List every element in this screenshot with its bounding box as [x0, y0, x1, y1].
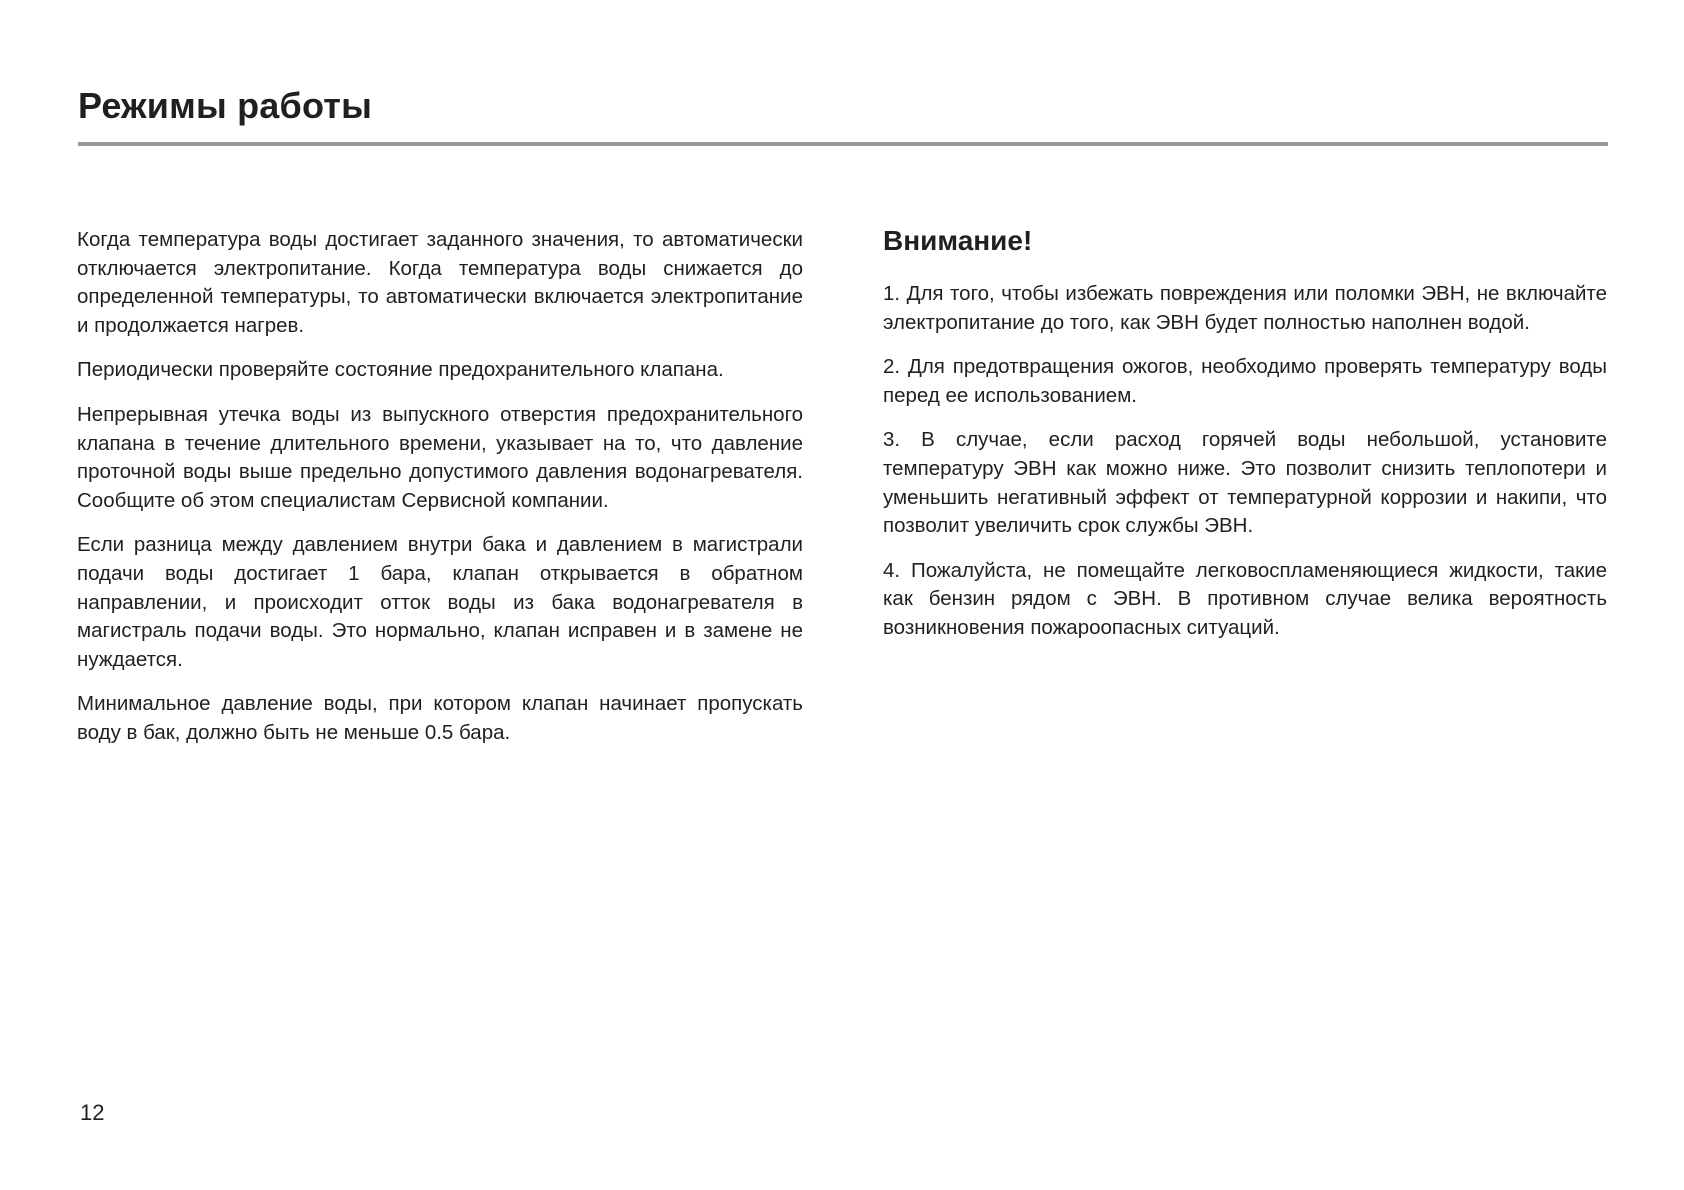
warning-item-4: 4. Пожалуйста, не помещайте легковоспламеняющиеся жидкости, такие как бензин рядом с ЭВН. В противном случае велика вероятность возникновения пожароопасных ситуаций. [883, 558, 1607, 639]
paragraph-valve-leak: Непрерывная утечка воды из выпускного отверстия предохранительного клапана в течение длительного времени, указывает на то, что давление проточной воды выше предельно допустимого давления водонагревателя. Сообщите об этом специалистам Сервисной компании. [77, 402, 803, 512]
title-divider [78, 142, 1608, 146]
warning-heading: Внимание! [883, 225, 1033, 256]
paragraph-check-valve: Периодически проверяйте состояние предохранительного клапана. [77, 358, 724, 382]
paragraph-auto-power: Когда температура воды достигает заданного значения, то автоматически отключается электропитание. Когда температура воды снижается до определенной температуры, то автоматически включается электропитание и продолжается нагрев. [77, 228, 803, 337]
warning-item-3: 3. В случае, если расход горячей воды небольшой, установите температуру ЭВН как можно ниже. Это позволит снизить теплопотери и уменьшить негативный эффект от температурной коррозии и накипи, что позволит увеличить срок службы ЭВН. [883, 428, 1607, 538]
page-number: 12 [80, 1100, 105, 1125]
paragraph-min-pressure: Минимальное давление воды, при котором клапан начинает пропускать воду в бак, должно быть не меньше 0.5 бара. [77, 692, 803, 744]
warning-item-2: 2. Для предотвращения ожогов, необходимо проверять температуру воды перед ее использованием. [883, 355, 1607, 407]
warning-section [883, 220, 1607, 659]
paragraph-reverse-flow: Если разница между давлением внутри бака и давлением в магистрали подачи воды достигает 1 бара, клапан открывается в обратном направлении, и происходит отток воды из бака водонагревателя в магистраль подачи воды. Это нормально, клапан исправен и в замене не нуждается. [77, 533, 803, 671]
left-column [77, 226, 803, 764]
warning-item-1: 1. Для того, чтобы избежать повреждения или поломки ЭВН, не включайте электропитание до того, как ЭВН будет полностью наполнен водой. [883, 282, 1607, 334]
page-title: Режимы работы [78, 85, 373, 126]
